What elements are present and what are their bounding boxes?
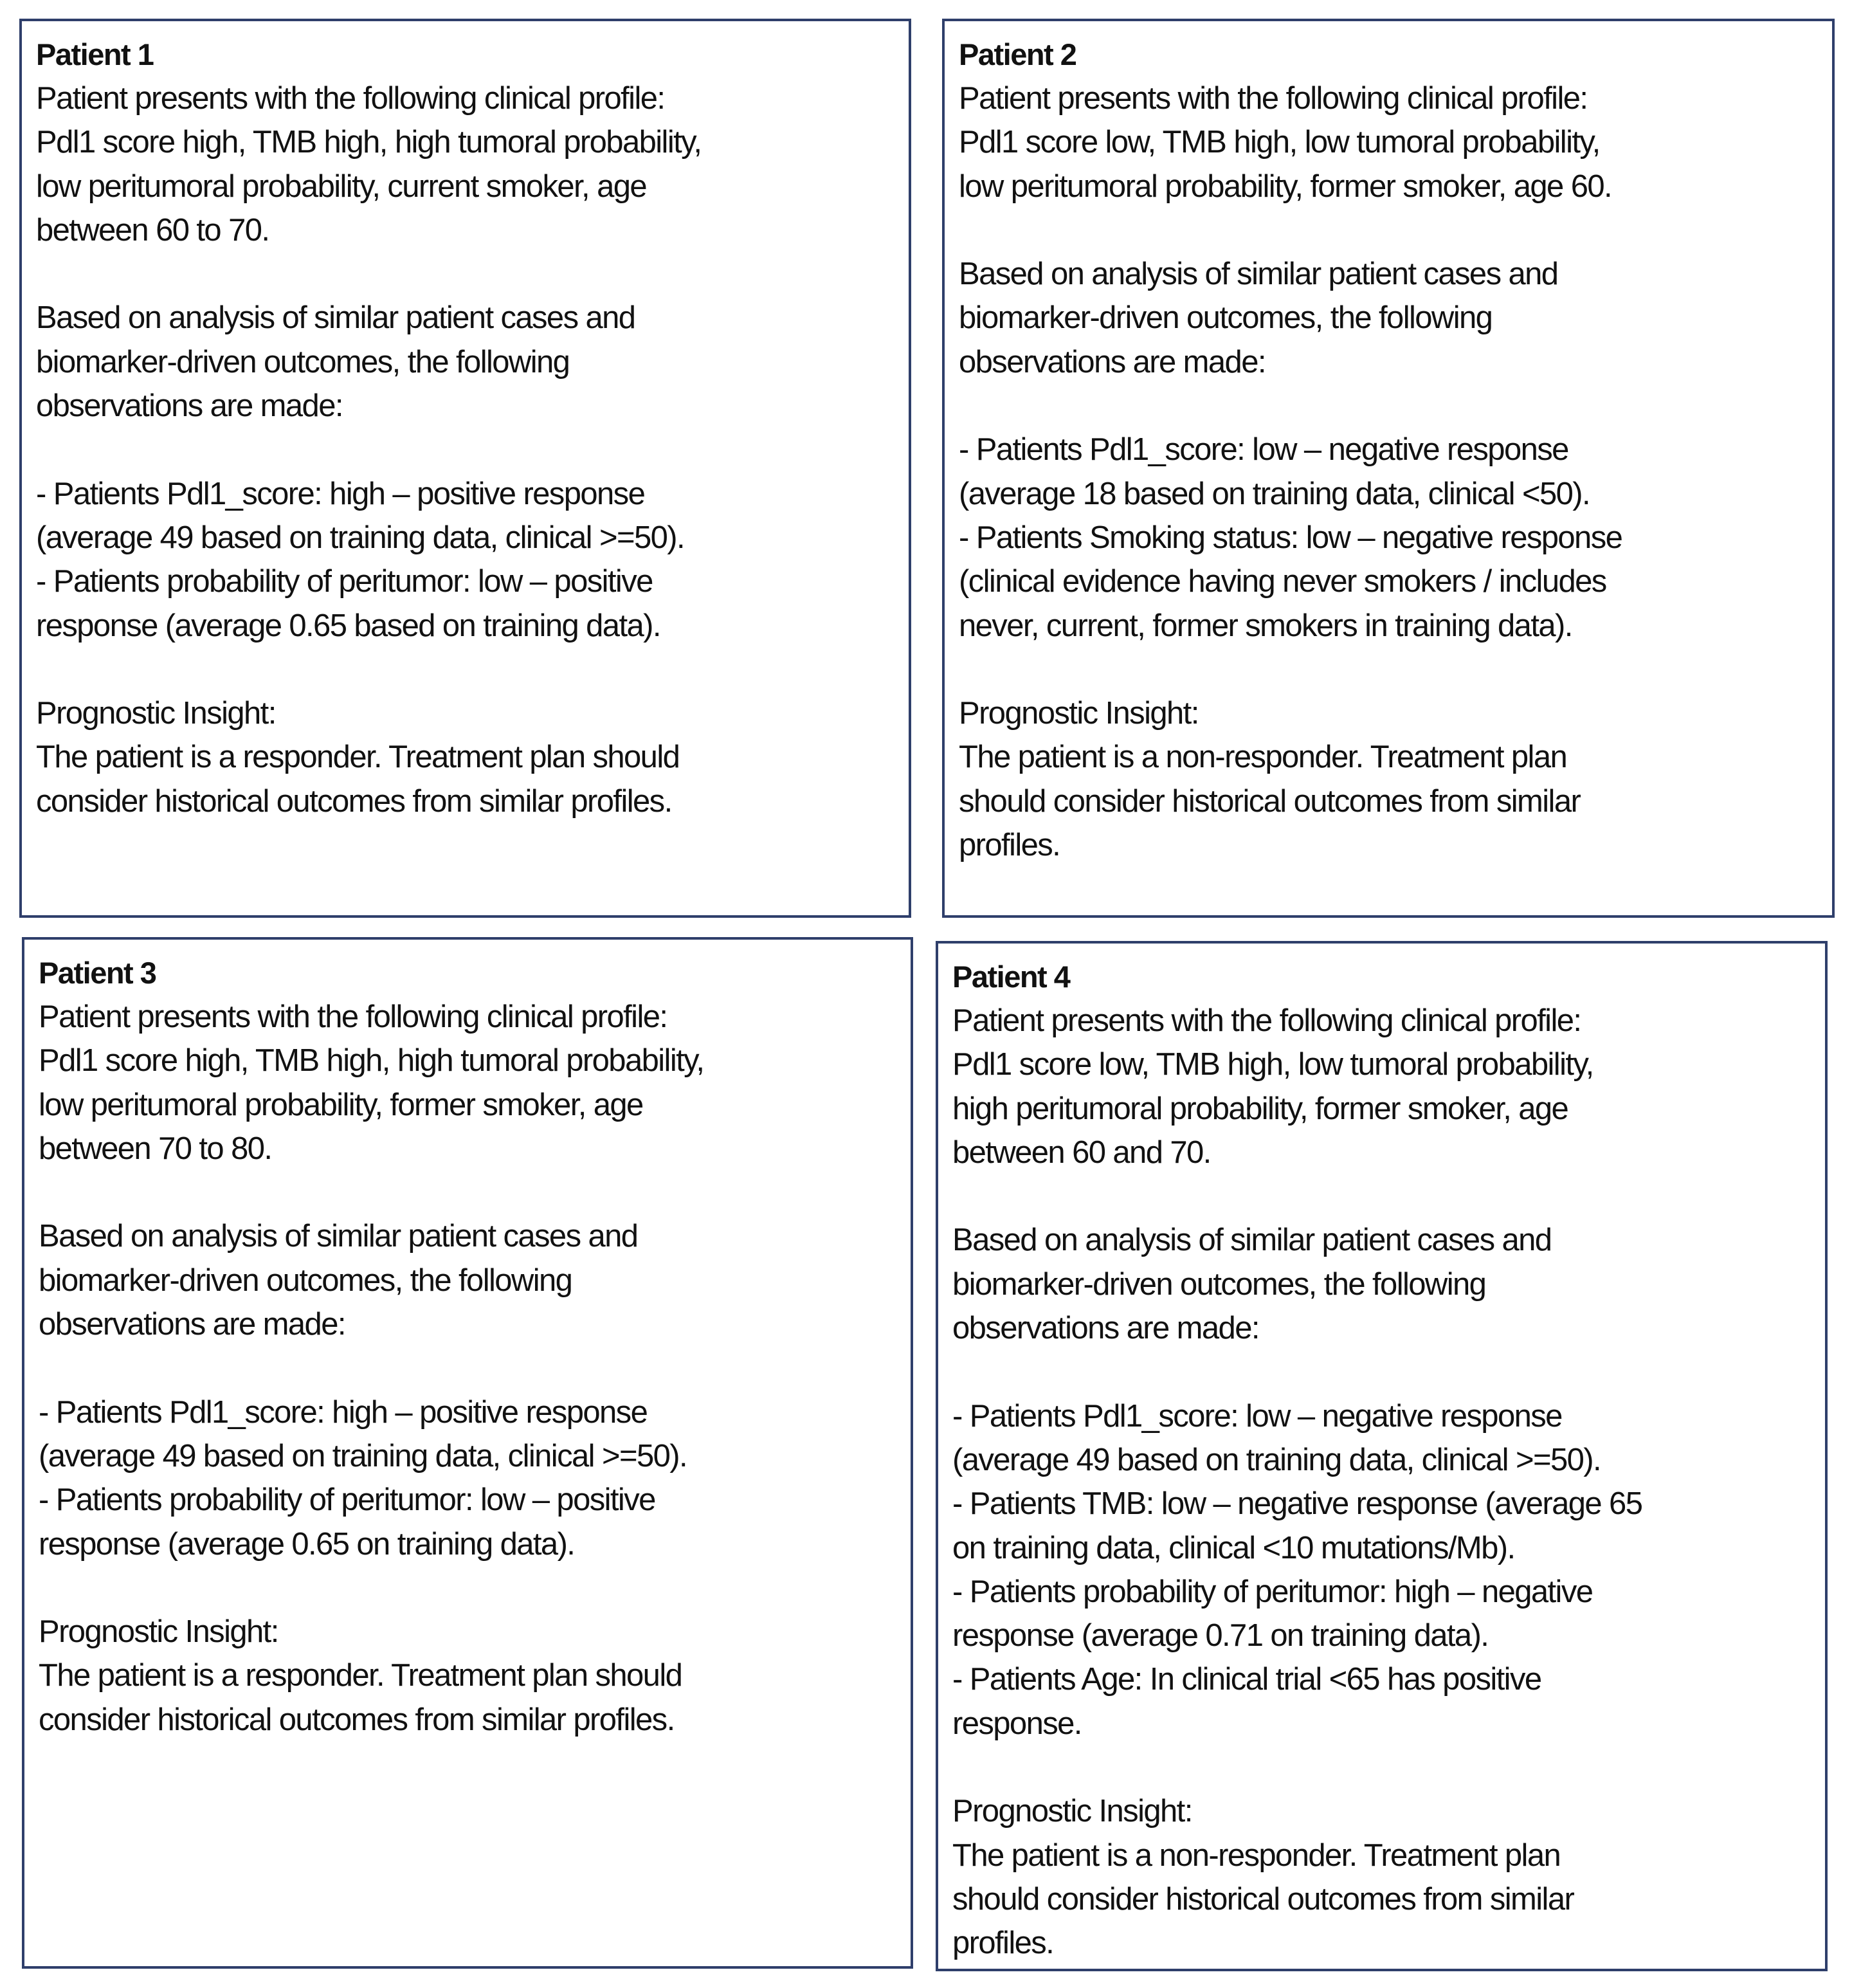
insight-line: should consider historical outcomes from similar xyxy=(952,1881,1574,1917)
insight-line: The patient is a non-responder. Treatment plan xyxy=(952,1838,1561,1873)
analysis-line: biomarker-driven outcomes, the following xyxy=(39,1263,572,1298)
analysis-intro xyxy=(952,1218,1825,1350)
profile-line: Pdl1 score low, TMB high, low tumoral probability, xyxy=(952,1047,1593,1082)
analysis-line: biomarker-driven outcomes, the following xyxy=(959,300,1493,336)
insight-heading: Prognostic Insight: xyxy=(36,696,276,731)
clinical-profile xyxy=(959,77,1832,208)
observation-line: - Patients probability of peritumor: high – negative xyxy=(952,1574,1593,1609)
insight-line: The patient is a non-responder. Treatment plan xyxy=(959,740,1567,775)
clinical-profile xyxy=(39,995,911,1171)
analysis-line: observations are made: xyxy=(39,1307,345,1342)
spacer xyxy=(959,384,1832,428)
analysis-line: biomarker-driven outcomes, the following xyxy=(952,1266,1486,1302)
spacer xyxy=(952,1350,1825,1394)
observations xyxy=(36,472,909,648)
profile-line: Pdl1 score high, TMB high, high tumoral probability, xyxy=(39,1043,704,1079)
insight-line: consider historical outcomes from similar profiles. xyxy=(36,783,672,819)
observations xyxy=(39,1391,911,1566)
insight-heading: Prognostic Insight: xyxy=(952,1794,1192,1829)
observation-line: (average 49 based on training data, clinical >=50). xyxy=(39,1438,687,1473)
observation-line: (average 49 based on training data, clinical >=50). xyxy=(36,520,685,555)
spacer xyxy=(36,252,909,296)
profile-line: Patient presents with the following clinical profile: xyxy=(36,81,665,116)
prognostic-insight xyxy=(959,691,1832,867)
observations xyxy=(959,428,1832,647)
prognostic-insight xyxy=(952,1789,1825,1965)
profile-line: low peritumoral probability, current smoker, age xyxy=(36,169,647,204)
observation-line: (clinical evidence having never smokers / includes xyxy=(959,564,1606,599)
analysis-intro xyxy=(959,252,1832,384)
observation-line: - Patients Pdl1_score: high – positive response xyxy=(39,1394,648,1430)
insight-heading: Prognostic Insight: xyxy=(959,696,1199,731)
insight-line: profiles. xyxy=(959,828,1060,863)
observation-line: - Patients Pdl1_score: low – negative response xyxy=(959,432,1568,468)
analysis-intro xyxy=(39,1214,911,1346)
insight-heading: Prognostic Insight: xyxy=(39,1614,278,1650)
patient-title: Patient 3 xyxy=(39,956,156,990)
spacer xyxy=(959,648,1832,691)
analysis-line: observations are made: xyxy=(959,344,1266,379)
spacer xyxy=(952,1174,1825,1218)
observation-line: - Patients Smoking status: low – negative response xyxy=(959,520,1622,555)
patient-title: Patient 4 xyxy=(952,960,1070,994)
prognostic-insight xyxy=(39,1610,911,1742)
spacer xyxy=(959,208,1832,252)
spacer xyxy=(36,428,909,471)
analysis-line: observations are made: xyxy=(952,1311,1259,1346)
analysis-line: Based on analysis of similar patient cases and xyxy=(959,257,1558,292)
spacer xyxy=(952,1746,1825,1789)
patient-1-card xyxy=(19,19,911,918)
profile-line: low peritumoral probability, former smoker, age xyxy=(39,1087,643,1122)
analysis-line: Based on analysis of similar patient cases and xyxy=(36,300,635,336)
patient-4-card xyxy=(936,941,1828,1971)
analysis-line: Based on analysis of similar patient cases and xyxy=(39,1219,638,1254)
spacer xyxy=(39,1566,911,1610)
profile-line: Patient presents with the following clinical profile: xyxy=(952,1003,1581,1038)
patient-3-card xyxy=(22,937,913,1969)
observation-line: (average 49 based on training data, clinical >=50). xyxy=(952,1442,1601,1477)
observation-line: response (average 0.65 on training data). xyxy=(39,1526,575,1562)
insight-line: profiles. xyxy=(952,1926,1054,1961)
observation-line: response. xyxy=(952,1706,1082,1741)
observation-line: - Patients Age: In clinical trial <65 has positive xyxy=(952,1662,1541,1697)
insight-line: should consider historical outcomes from similar xyxy=(959,783,1581,819)
insight-line: consider historical outcomes from similar profiles. xyxy=(39,1702,675,1737)
spacer xyxy=(39,1171,911,1214)
observation-line: response (average 0.65 based on training data). xyxy=(36,608,660,643)
analysis-intro xyxy=(36,296,909,428)
patient-title: Patient 2 xyxy=(959,37,1076,71)
profile-line: high peritumoral probability, former smoker, age xyxy=(952,1091,1568,1126)
insight-line: The patient is a responder. Treatment plan should xyxy=(39,1658,682,1693)
analysis-line: observations are made: xyxy=(36,388,343,424)
analysis-line: Based on analysis of similar patient cases and xyxy=(952,1223,1552,1258)
profile-line: Pdl1 score low, TMB high, low tumoral probability, xyxy=(959,125,1600,160)
patient-2-card xyxy=(942,19,1835,918)
observation-line: (average 18 based on training data, clinical <50). xyxy=(959,476,1590,511)
clinical-profile xyxy=(36,77,909,252)
spacer xyxy=(36,648,909,691)
profile-line: Patient presents with the following clinical profile: xyxy=(39,999,667,1034)
profile-line: between 60 to 70. xyxy=(36,212,269,248)
observations xyxy=(952,1394,1825,1746)
profile-line: Pdl1 score high, TMB high, high tumoral probability, xyxy=(36,125,702,160)
profile-line: Patient presents with the following clinical profile: xyxy=(959,81,1588,116)
spacer xyxy=(39,1346,911,1390)
profile-line: between 70 to 80. xyxy=(39,1131,272,1166)
profile-line: between 60 and 70. xyxy=(952,1135,1211,1170)
patient-title: Patient 1 xyxy=(36,37,154,71)
insight-line: The patient is a responder. Treatment plan should xyxy=(36,740,680,775)
observation-line: on training data, clinical <10 mutations/Mb). xyxy=(952,1530,1515,1565)
observation-line: - Patients probability of peritumor: low – positive xyxy=(36,564,653,599)
analysis-line: biomarker-driven outcomes, the following xyxy=(36,344,570,379)
prognostic-insight xyxy=(36,691,909,823)
profile-line: low peritumoral probability, former smoker, age 60. xyxy=(959,169,1612,204)
observation-line: - Patients probability of peritumor: low – positive xyxy=(39,1482,655,1518)
clinical-profile xyxy=(952,999,1825,1174)
observation-line: - Patients TMB: low – negative response (average 65 xyxy=(952,1486,1642,1522)
observation-line: never, current, former smokers in training data). xyxy=(959,608,1572,643)
observation-line: - Patients Pdl1_score: high – positive response xyxy=(36,476,645,511)
observation-line: response (average 0.71 on training data). xyxy=(952,1618,1489,1654)
observation-line: - Patients Pdl1_score: low – negative response xyxy=(952,1398,1562,1434)
